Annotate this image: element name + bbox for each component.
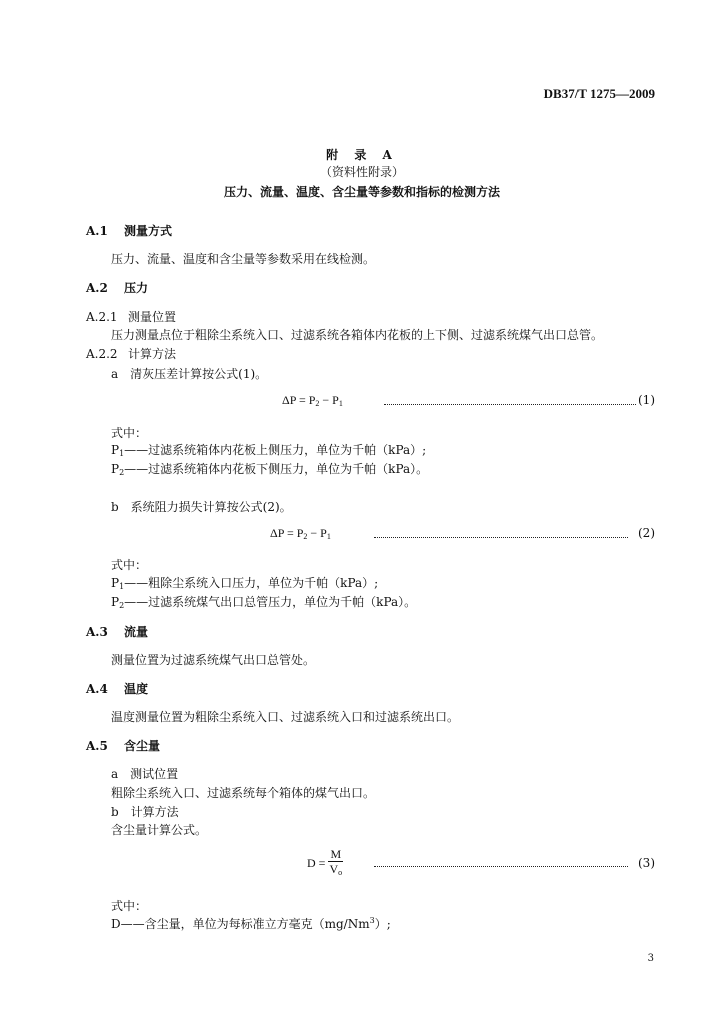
symbol: P — [111, 462, 120, 476]
equation-number: (3) — [638, 856, 655, 870]
definition-end: ）; — [374, 917, 391, 931]
equation-leader-dots — [374, 537, 628, 538]
fraction — [328, 847, 343, 880]
section-title: 流量 — [124, 625, 149, 639]
section-title: 温度 — [124, 682, 149, 696]
section-a3-heading — [86, 623, 148, 640]
where-item — [111, 441, 426, 458]
item-b-text: b 系统阻力损失计算按公式(2)。 — [111, 500, 292, 514]
fraction-numerator: M — [330, 847, 342, 861]
denominator-symbol: V — [329, 862, 339, 876]
definition: ——过滤系统煤气出口总管压力，单位为千帕（kPa）。 — [124, 595, 417, 609]
item-a-text: a 清灰压差计算按公式(1)。 — [111, 367, 268, 381]
section-a4-heading — [86, 680, 148, 697]
definition: ——过滤系统箱体内花板上侧压力，单位为千帕（kPa）; — [124, 443, 427, 457]
section-title: 测量方式 — [124, 224, 173, 238]
section-a1-heading — [86, 222, 172, 239]
symbol: P — [111, 443, 120, 457]
unit-superscript: 3 — [369, 916, 375, 925]
section-number: A.3 — [86, 625, 108, 639]
denominator-subscript: o — [338, 868, 343, 877]
symbol-subscript: 2 — [119, 468, 125, 477]
item-a-text: 粗除尘系统入口、过滤系统每个箱体的煤气出口。 — [111, 786, 376, 800]
section-number: A.1 — [86, 224, 108, 238]
standard-number: DB37/T 1275—2009 — [543, 86, 655, 101]
where-label: 式中： — [111, 899, 148, 913]
where-item — [111, 915, 391, 932]
definition: D——含尘量，单位为每标准立方毫克（mg/Nm — [111, 917, 370, 931]
section-a1-text: 压力、流量、温度和含尘量等参数采用在线检测。 — [111, 252, 376, 266]
symbol-subscript: 1 — [119, 449, 125, 458]
symbol-subscript: 1 — [119, 582, 125, 591]
equation-2 — [270, 526, 331, 541]
section-title: 测量位置 — [128, 310, 177, 324]
section-a21-text: 压力测量点位于粗除尘系统入口、过滤系统各箱体内花板的上下侧、过滤系统煤气出口总管。 — [111, 328, 604, 342]
where-label: 式中： — [111, 426, 148, 440]
eq-subscript: 2 — [303, 532, 308, 541]
eq-lhs: D = — [307, 856, 326, 870]
symbol-subscript: 2 — [119, 601, 125, 610]
equation-leader-dots — [384, 404, 636, 405]
fraction-denominator — [328, 862, 343, 880]
eq-mid: − P — [319, 393, 339, 407]
item-b-title: b 计算方法 — [111, 805, 179, 819]
item-b-text: 含尘量计算公式。 — [111, 823, 208, 837]
section-title: 含尘量 — [124, 739, 161, 753]
definition: ——过滤系统箱体内花板下侧压力，单位为千帕（kPa）。 — [124, 462, 429, 476]
section-number: A.2.1 — [86, 310, 118, 324]
where-item — [111, 460, 428, 477]
section-title: 压力 — [124, 281, 149, 295]
eq-subscript: 2 — [315, 399, 320, 408]
item-a-title: a 测试位置 — [111, 767, 179, 781]
symbol: P — [111, 595, 120, 609]
section-number: A.5 — [86, 739, 108, 753]
appendix-label: 附 录 A — [326, 148, 398, 162]
appendix-title: 压力、流量、温度、含尘量等参数和指标的检测方法 — [223, 185, 500, 199]
page-number: 3 — [647, 953, 654, 964]
where-item — [111, 574, 378, 591]
section-a2-heading — [86, 279, 148, 296]
section-title: 计算方法 — [128, 347, 177, 361]
appendix-note: （资料性附录） — [319, 165, 404, 179]
where-item — [111, 593, 416, 610]
section-a5-heading — [86, 737, 160, 754]
equation-number: (1) — [638, 393, 655, 407]
equation-number: (2) — [638, 526, 655, 540]
equation-1 — [282, 393, 343, 408]
equation-leader-dots — [374, 866, 628, 867]
section-a22-heading — [86, 345, 176, 362]
section-a3-text: 测量位置为过滤系统煤气出口总管处。 — [111, 653, 316, 667]
where-label: 式中： — [111, 558, 148, 572]
section-number: A.2 — [86, 281, 108, 295]
eq-mid: − P — [307, 526, 327, 540]
eq-subscript: 1 — [326, 532, 331, 541]
eq-lhs: ΔP = P — [270, 526, 304, 540]
eq-subscript: 1 — [338, 399, 343, 408]
section-a4-text: 温度测量位置为粗除尘系统入口、过滤系统入口和过滤系统出口。 — [111, 710, 460, 724]
eq-lhs: ΔP = P — [282, 393, 316, 407]
equation-3 — [307, 847, 343, 880]
section-number: A.4 — [86, 682, 108, 696]
section-number: A.2.2 — [86, 347, 118, 361]
symbol: P — [111, 576, 120, 590]
section-a21-heading — [86, 308, 176, 325]
definition: ——粗除尘系统入口压力，单位为千帕（kPa）; — [124, 576, 379, 590]
